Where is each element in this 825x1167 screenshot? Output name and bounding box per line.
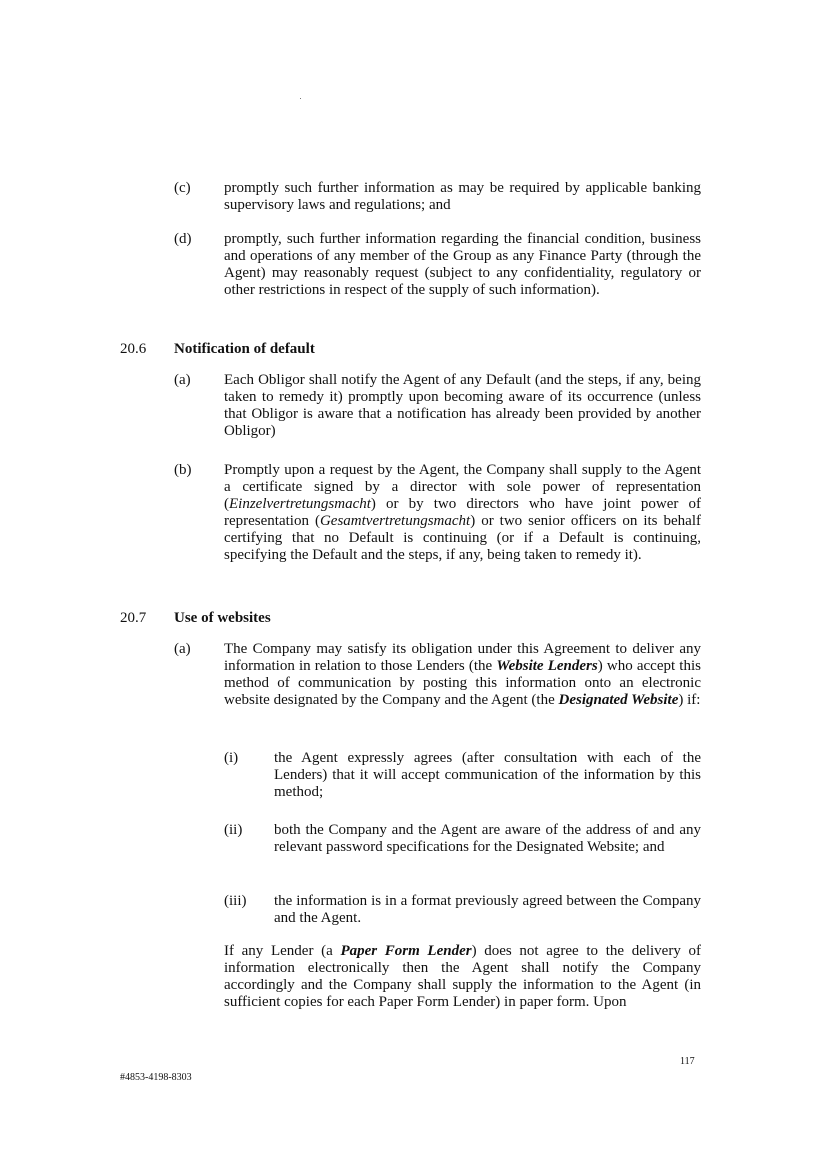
s20-6-b-text-3: ) or two senior officers on its behalf certifying that no Default is continuing (or if a Default is continuing, specifying the Default and the steps, if any, being taken to remedy it). xyxy=(224,513,701,563)
s20-6-a-label: (a) xyxy=(174,372,191,388)
s20-7-a-term-2: Designated Website xyxy=(558,692,679,708)
s20-7-a-text-3: ) if: xyxy=(678,692,701,708)
s20-6-b-term-1: Einzelvertretungsmacht xyxy=(229,496,371,512)
s20-6-b-text-1: Promptly upon a request by the Agent, the Company shall supply to the Agent a certificate signed by a director with sole power of representation ( xyxy=(224,462,701,512)
s20-7-ii-label: (ii) xyxy=(224,822,243,838)
s20-6-b-text xyxy=(224,462,701,564)
s20-7-i-label: (i) xyxy=(224,750,239,766)
s20-7-a-label: (a) xyxy=(174,641,191,657)
s20-7-a-text-2: ) who accept this method of communication by posting this information onto an electronic website designated by the Company and the Agent (the xyxy=(224,658,701,708)
section-20-7-title: Use of websites xyxy=(174,610,271,626)
section-20-7-number: 20.7 xyxy=(120,610,147,626)
s20-7-i-text: the Agent expressly agrees (after consultation with each of the Lenders) that it will accept communication of the information by this method; xyxy=(274,750,701,800)
s20-7-a-text-1: The Company may satisfy its obligation under this Agreement to deliver any information in relation to those Lenders (the xyxy=(224,641,701,674)
s20-7-a-text xyxy=(224,641,701,709)
s20-6-b-term-2: Gesamtvertretungsmacht xyxy=(319,513,471,529)
paper-text-2: ) does not agree to the delivery of information electronically then the Agent shall notify the Company accordingly and the Company shall supply the information to the Agent (in sufficient copies for each Paper Form Lender) in paper form. Upon xyxy=(224,943,701,1010)
s20-6-b-label: (b) xyxy=(174,462,192,478)
item-d-text: promptly, such further information regarding the financial condition, business and operations of any member of the Group as any Finance Party (through the Agent) may reasonably request (subject to any confidentiality, regulatory or other restrictions in respect of the supply of such information). xyxy=(224,231,701,298)
s20-6-b-text-2: ) or by two directors who have joint power of representation ( xyxy=(224,496,701,529)
paper-term-1: Paper Form Lender xyxy=(340,943,472,959)
s20-7-ii-text: both the Company and the Agent are aware of the address of and any relevant password specifications for the Designated Website; and xyxy=(274,822,701,855)
s20-6-a-text: Each Obligor shall notify the Agent of any Default (and the steps, if any, being taken to remedy it) promptly upon becoming aware of its occurrence (unless that Obligor is aware that a notification has already been provided by another Obligor) xyxy=(224,372,701,439)
section-20-6-title: Notification of default xyxy=(174,341,315,357)
item-d-label: (d) xyxy=(174,231,192,247)
section-20-6-number: 20.6 xyxy=(120,341,147,357)
paper-form-paragraph xyxy=(224,943,701,1011)
s20-7-iii-text: the information is in a format previously agreed between the Company and the Agent. xyxy=(274,893,701,926)
paper-text-1: If any Lender (a xyxy=(224,943,341,959)
item-c-label: (c) xyxy=(174,180,191,196)
page-number: 117 xyxy=(680,1056,695,1067)
document-reference: #4853-4198-8303 xyxy=(120,1072,192,1083)
s20-7-iii-label: (iii) xyxy=(224,893,247,909)
stray-mark xyxy=(300,98,301,99)
s20-7-a-term-1: Website Lenders xyxy=(496,658,598,674)
item-c-text: promptly such further information as may be required by applicable banking supervisory laws and regulations; and xyxy=(224,180,701,213)
